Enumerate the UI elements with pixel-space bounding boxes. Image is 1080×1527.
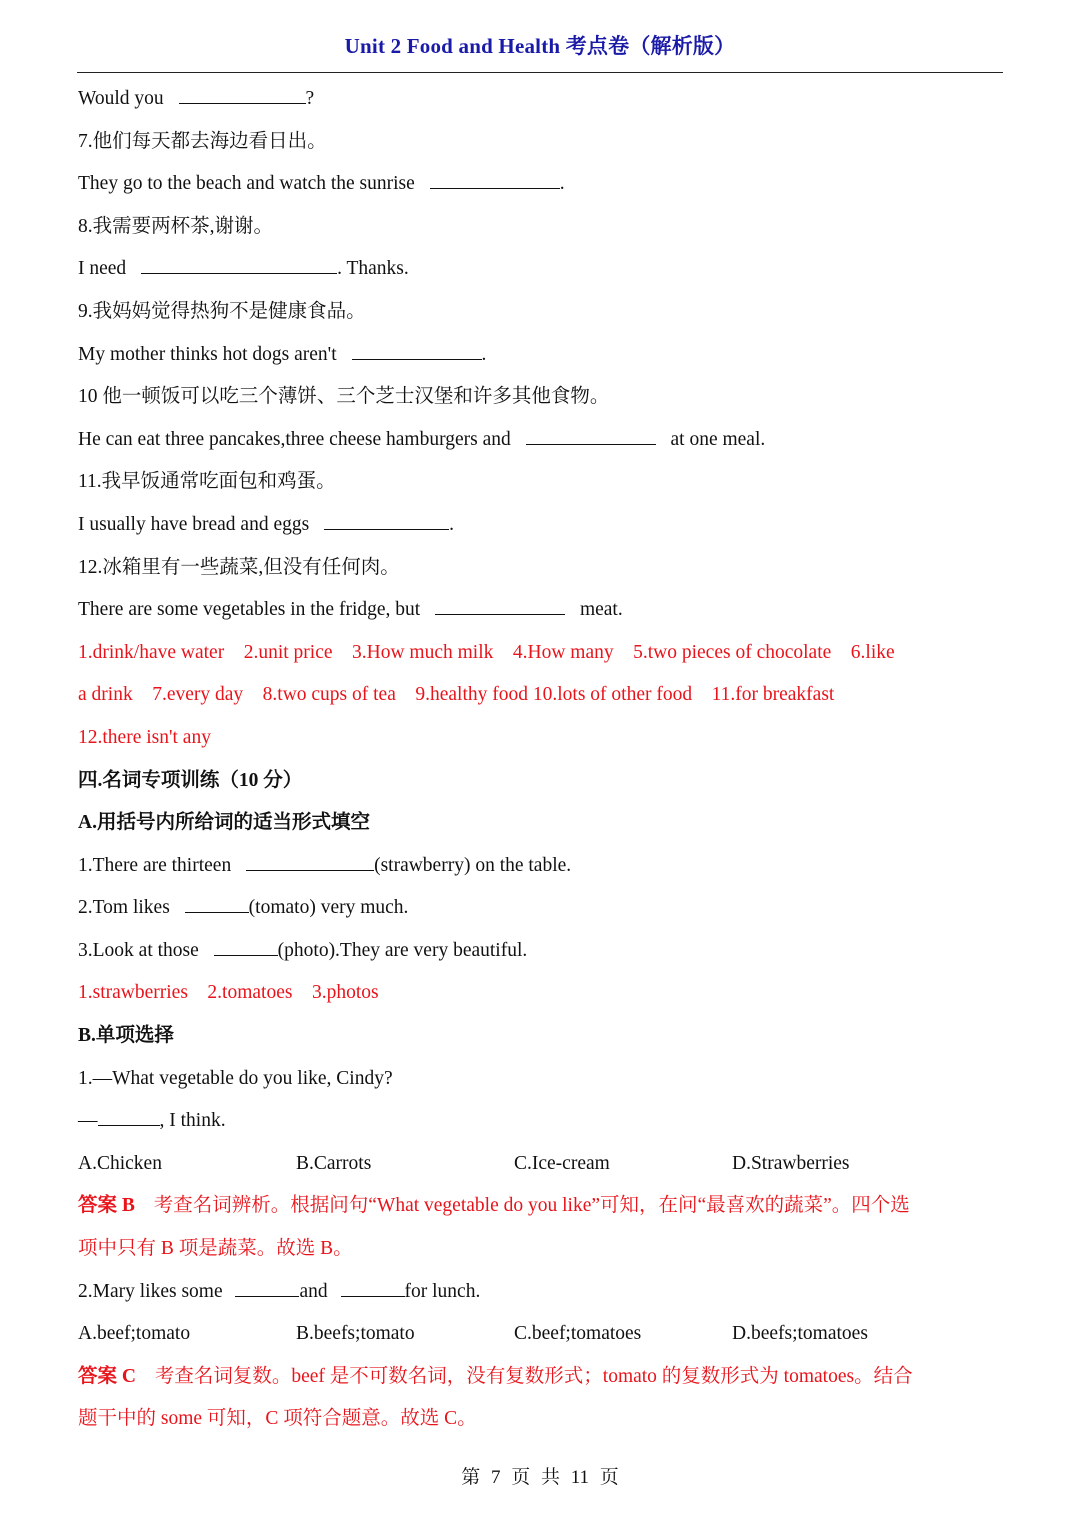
answer-explanation: 考查名词复数。beef 是不可数名词，没有复数形式；tomato 的复数形式为 tomatoes。结合 xyxy=(154,1365,913,1387)
part-b-q2: 2.Mary likes some and for lunch. xyxy=(78,1275,1006,1318)
part-b-title: B.单项选择 xyxy=(78,1025,174,1047)
option-c[interactable]: C.Ice-cream xyxy=(514,1152,610,1174)
answer-blank[interactable] xyxy=(246,850,374,871)
page-header-title: Unit 2 Food and Health 考点卷（解析版） xyxy=(344,34,736,58)
q11-chinese: 11.我早饭通常吃面包和鸡蛋。 xyxy=(78,471,336,493)
option-a[interactable]: A.Chicken xyxy=(78,1152,162,1174)
q8-english: I need . Thanks. xyxy=(78,252,1006,295)
option-b[interactable]: B.Carrots xyxy=(296,1152,372,1174)
part-b-q1-answer-cont: 项中只有 B 项是蔬菜。故选 B。 xyxy=(78,1238,353,1260)
page-number: 第 7 页 共 11 页 xyxy=(461,1467,619,1488)
answer-label: 答案 C xyxy=(78,1365,136,1387)
q8-chinese: 8.我需要两杯茶,谢谢。 xyxy=(78,215,274,237)
part-a-title: A.用括号内所给词的适当形式填空 xyxy=(78,812,370,834)
translation-answers-line-1: 1.drink/have water 2.unit price 3.How much milk 4.How many 5.two pieces of chocolate 6.like xyxy=(78,641,895,663)
part-b-q1-response: — , I think. xyxy=(78,1104,1006,1147)
q12-chinese: 12.冰箱里有一些蔬菜,但没有任何肉。 xyxy=(78,556,400,578)
part-b-q2-answer xyxy=(78,1360,1006,1403)
answer-blank[interactable] xyxy=(352,339,482,360)
part-b-q1: 1.—What vegetable do you like, Cindy? xyxy=(78,1067,393,1089)
answer-blank[interactable] xyxy=(235,1276,299,1297)
section-4-title: 四.名词专项训练（10 分） xyxy=(78,769,303,791)
answer-blank[interactable] xyxy=(185,892,249,913)
q11-english: I usually have bread and eggs . xyxy=(78,508,1006,551)
option-d[interactable]: D.beefs;tomatoes xyxy=(732,1323,868,1345)
part-b-q1-options xyxy=(78,1147,1006,1190)
q7-english: They go to the beach and watch the sunrise . xyxy=(78,167,1006,210)
answer-blank[interactable] xyxy=(98,1105,160,1126)
option-b[interactable]: B.beefs;tomato xyxy=(296,1323,415,1345)
option-c[interactable]: C.beef;tomatoes xyxy=(514,1323,642,1345)
answer-blank[interactable] xyxy=(435,594,565,615)
header-rule xyxy=(77,72,1003,73)
answer-blank[interactable] xyxy=(324,509,449,530)
q10-english: He can eat three pancakes,three cheese hamburgers and at one meal. xyxy=(78,423,1006,466)
q9-chinese: 9.我妈妈觉得热狗不是健康食品。 xyxy=(78,300,366,322)
q12-english: There are some vegetables in the fridge, but meat. xyxy=(78,593,1006,636)
answer-blank[interactable] xyxy=(141,253,337,274)
part-a-q2: 2.Tom likes (tomato) very much. xyxy=(78,891,1006,934)
q6-english: Would you ? xyxy=(78,82,1006,125)
q7-chinese: 7.他们每天都去海边看日出。 xyxy=(78,130,327,152)
option-d[interactable]: D.Strawberries xyxy=(732,1152,850,1174)
part-a-answers: 1.strawberries 2.tomatoes 3.photos xyxy=(78,982,379,1004)
q10-chinese: 10 他一顿饭可以吃三个薄饼、三个芝士汉堡和许多其他食物。 xyxy=(78,386,610,408)
part-a-q3: 3.Look at those (photo).They are very beautiful. xyxy=(78,934,1006,977)
part-a-q1: 1.There are thirteen (strawberry) on the table. xyxy=(78,849,1006,892)
answer-blank[interactable] xyxy=(341,1276,405,1297)
q9-english: My mother thinks hot dogs aren't . xyxy=(78,338,1006,381)
answer-explanation: 考查名词辨析。根据问句“What vegetable do you like”可知，在问“最喜欢的蔬菜”。四个选 xyxy=(153,1195,910,1217)
part-b-q2-answer-cont: 题干中的 some 可知，C 项符合题意。故选 C。 xyxy=(78,1408,477,1430)
option-a[interactable]: A.beef;tomato xyxy=(78,1323,191,1345)
answer-blank[interactable] xyxy=(179,83,306,104)
document-body xyxy=(78,82,1006,1445)
translation-answers-line-2: a drink 7.every day 8.two cups of tea 9.healthy food 10.lots of other food 11.for breakfast xyxy=(78,684,835,706)
answer-label: 答案 B xyxy=(78,1195,135,1217)
answer-blank[interactable] xyxy=(214,935,278,956)
part-b-q1-answer xyxy=(78,1189,1006,1232)
part-b-q2-options xyxy=(78,1317,1006,1360)
answer-blank[interactable] xyxy=(430,168,560,189)
answer-blank[interactable] xyxy=(526,424,656,445)
translation-answers-line-3: 12.there isn't any xyxy=(78,726,211,748)
